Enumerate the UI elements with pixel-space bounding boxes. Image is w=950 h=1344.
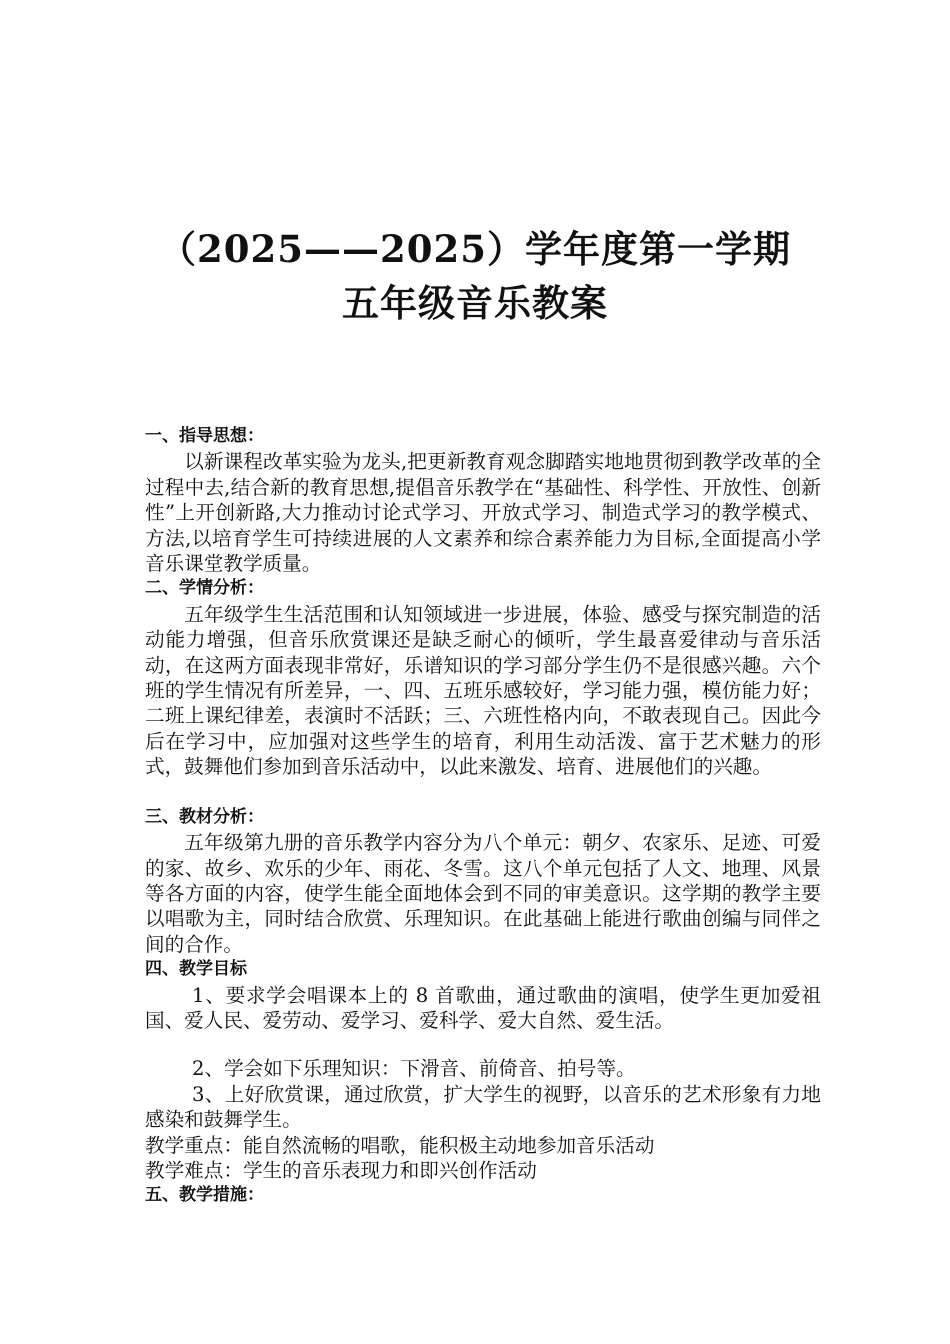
teaching-difficulties: 教学难点：学生的音乐表现力和即兴创作活动: [145, 1158, 537, 1182]
section-heading-guiding: 一、指导思想：: [145, 426, 264, 446]
section-text-guiding: 以新课程改革实验为龙头,把更新教育观念脚踏实地地贯彻到教学改革的全过程中去,结合新的教育思想,提倡音乐教学在“基础性、科学性、开放性、创新性”上开创新路,大力推动讨论式学习、开放式学习、制造式学习的教学模式、方法,以培育学生可持续进展的人文素养和综合素养能力为目标,全面提高小学音乐课堂教学质量。: [145, 450, 821, 576]
spacer: [145, 780, 821, 805]
section-text-materials: 五年级第九册的音乐教学内容分为八个单元：朝夕、农家乐、足迹、可爱的家、故乡、欢乐的少年、雨花、冬雪。这八个单元包括了人文、地理、风景等各方面的内容，使学生能全面地体会到不同的审美意识。这学期的教学主要以唱歌为主，同时结合欣赏、乐理知识。在此基础上能进行歌曲创编与同伴之间的合作。: [145, 831, 821, 956]
section-heading-students: 二、学情分析：: [145, 578, 264, 599]
goal-item-3: 3、上好欣赏课，通过欣赏，扩大学生的视野，以音乐的艺术形象有力地感染和鼓舞学生。: [145, 1082, 821, 1132]
title-line-1: （2025——2025）学年度第一学期: [159, 227, 791, 271]
section-text-students: 五年级学生生活范围和认知领域进一步进展，体验、感受与探究制造的活动能力增强，但音乐欣赏课还是缺乏耐心的倾听，学生最喜爱律动与音乐活动，在这两方面表现非常好，乐谱知识的学习部分学生仍不是很感兴趣。六个班的学生情况有所差异，一、四、五班乐感较好，学习能力强，模仿能力好；二班上课纪律差，表演时不活跃；三、六班性格内向，不敢表现自己。因此今后在学习中，应加强对这些学生的培育，利用生动活泼、富于艺术魅力的形式，鼓舞他们参加到音乐活动中，以此来激发、培育、进展他们的兴趣。: [145, 602, 821, 779]
goal-item-2: 2、学会如下乐理知识：下滑音、前倚音、拍号等。: [192, 1057, 636, 1081]
goal-item-1: 1、要求学会唱课本上的 8 首歌曲，通过歌曲的演唱，使学生更加爱祖国、爱人民、爱劳动、爱学习、爱科学、爱大自然、爱生活。: [145, 983, 821, 1032]
document-body: [145, 424, 821, 1209]
section-heading-measures: 五、教学措施：: [145, 1185, 264, 1206]
section-heading-materials: 三、教材分析：: [145, 806, 264, 827]
document-title: [0, 222, 950, 330]
section-heading-goals: 四、教学目标: [145, 959, 247, 980]
spacer: [145, 1033, 821, 1056]
teaching-key-points: 教学重点：能自然流畅的唱歌，能积极主动地参加音乐活动: [145, 1133, 655, 1157]
title-line-2: 五年级音乐教案: [342, 281, 608, 325]
